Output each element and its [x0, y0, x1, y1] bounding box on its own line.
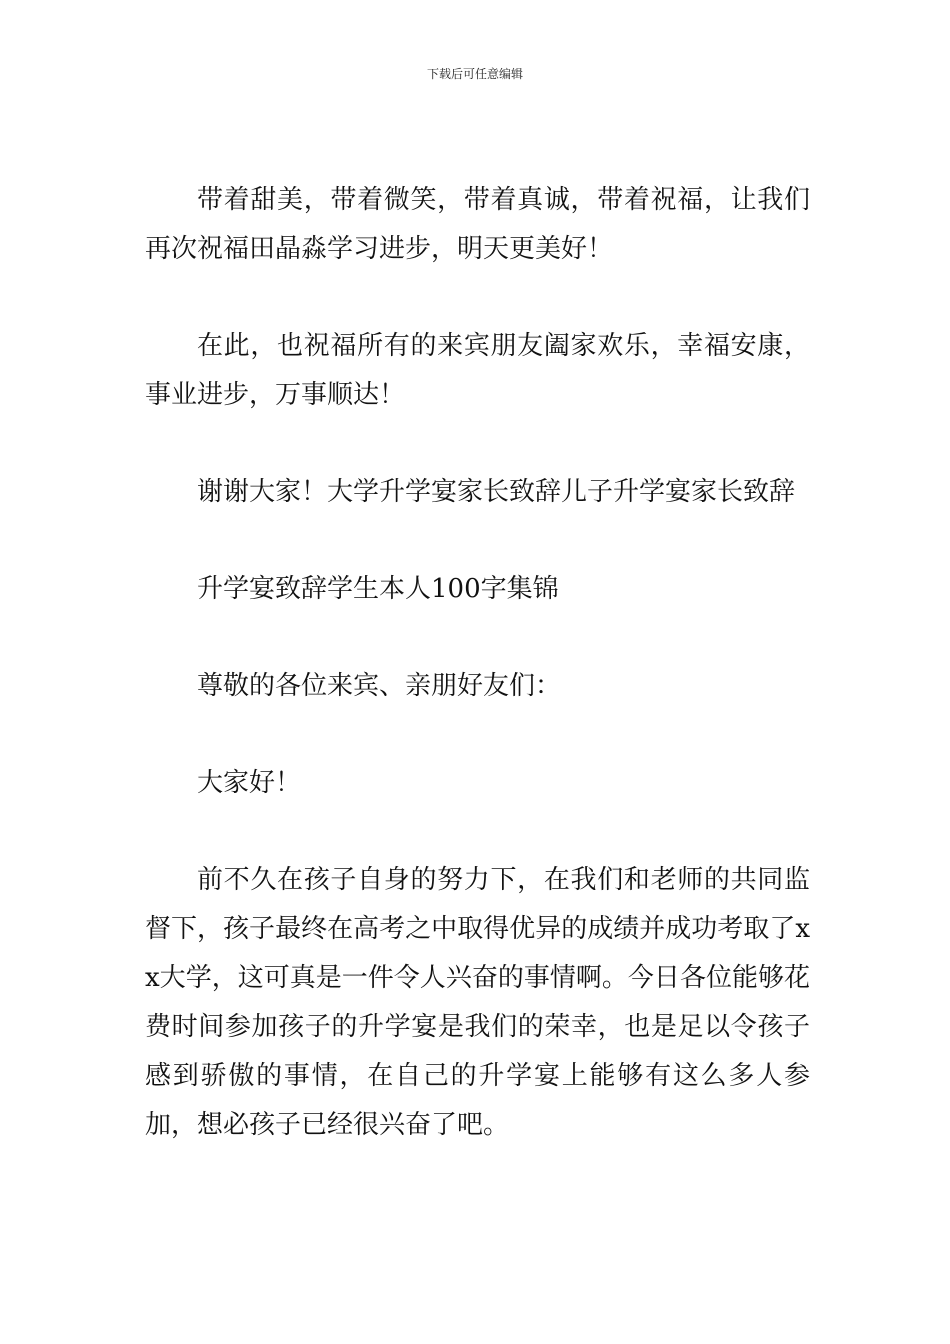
paragraph-section-title: 升学宴致辞学生本人100字集锦 — [197, 574, 559, 604]
paragraph-thanks-title: 谢谢大家！大学升学宴家长致辞儿子升学宴家长致辞 — [197, 477, 796, 507]
header-note: 下载后可任意编辑 — [426, 67, 523, 81]
paragraph-blessing: 带着甜美，带着微笑，带着真诚，带着祝福，让我们再次祝福田晶淼学习进步，明天更美好！ — [145, 185, 810, 264]
paragraph-greeting: 大家好！ — [197, 768, 302, 798]
paragraph-main-speech: 前不久在孩子自身的努力下，在我们和老师的共同监督下，孩子最终在高考之中取得优异的成绩并成功考取了xx大学，这可真是一件令人兴奋的事情啊。今日各位能够花费时间参加孩子的升学宴是我们的荣幸，也是足以令孩子感到骄傲的事情，在自己的升学宴上能够有这么多人参加，想必孩子已经很兴奋了吧。 — [145, 865, 810, 1140]
paragraph-salutation: 尊敬的各位来宾、亲朋好友们： — [197, 671, 562, 701]
document-body — [145, 176, 810, 1198]
paragraph-guests-wishes: 在此，也祝福所有的来宾朋友阖家欢乐，幸福安康，事业进步，万事顺达！ — [145, 331, 810, 410]
